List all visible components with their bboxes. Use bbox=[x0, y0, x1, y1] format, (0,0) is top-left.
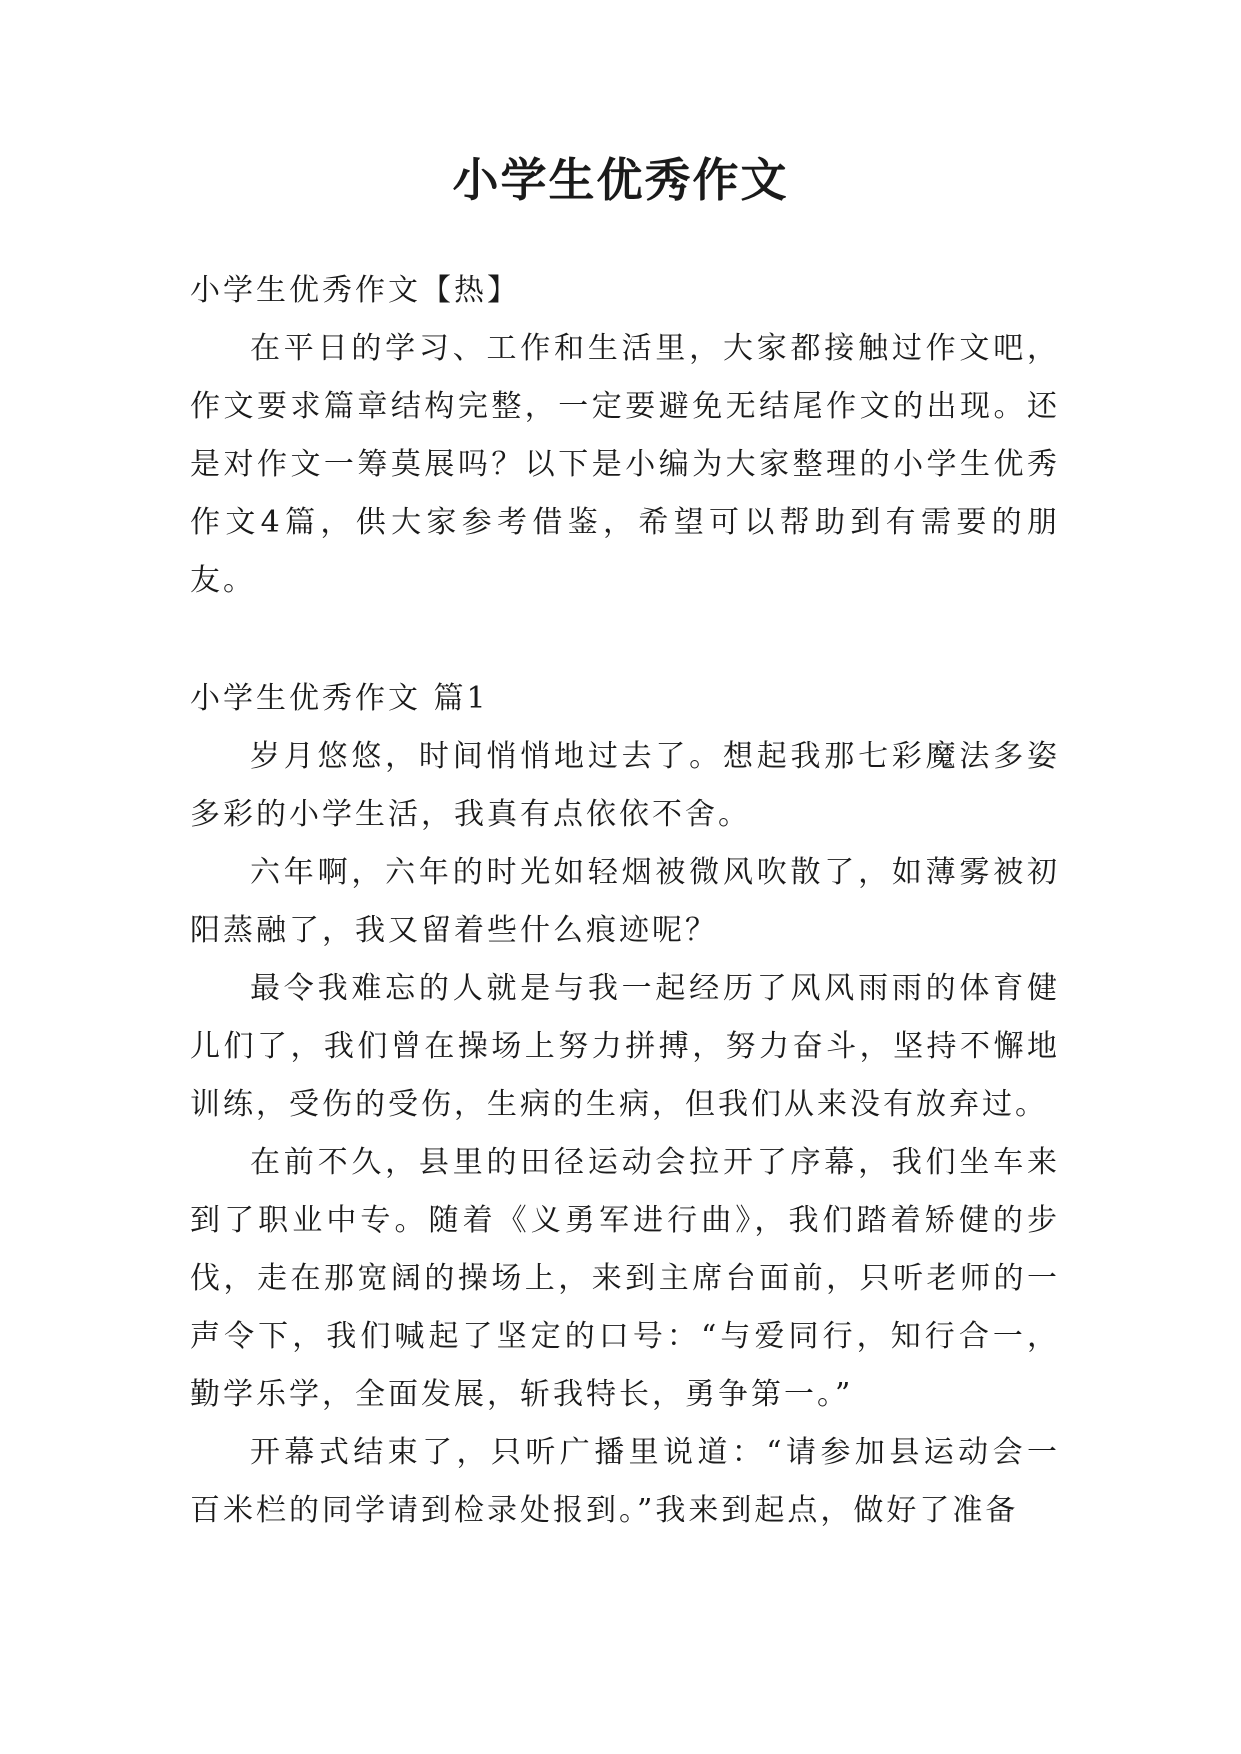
body-paragraph: 开幕式结束了，只听广播里说道：“请参加县运动会一百米栏的同学请到检录处报到。”我来到起点，做好了准备 bbox=[190, 1435, 1060, 1528]
body-paragraph: 岁月悠悠，时间悄悄地过去了。想起我那七彩魔法多姿多彩的小学生活，我真有点依依不舍。 bbox=[190, 739, 1060, 832]
body-paragraph: 在前不久，县里的田径运动会拉开了序幕，我们坐车来到了职业中专。随着《义勇军进行曲》，我们踏着矫健的步伐，走在那宽阔的操场上，来到主席台面前，只听老师的一声令下，我们喊起了坚定的口号：“与爱同行，知行合一，勤学乐学，全面发展，斩我特长，勇争第一。” bbox=[190, 1145, 1060, 1412]
section-spacer bbox=[190, 610, 1060, 670]
intro-heading: 小学生优秀作文【热】 bbox=[190, 273, 520, 308]
intro-paragraph: 在平日的学习、工作和生活里，大家都接触过作文吧，作文要求篇章结构完整，一定要避免无结尾作文的出现。还是对作文一筹莫展吗？以下是小编为大家整理的小学生优秀作文4篇，供大家参考借鉴，希望可以帮助到有需要的朋友。 bbox=[190, 331, 1060, 598]
document-title: 小学生优秀作文 bbox=[452, 153, 789, 207]
body-paragraph: 六年啊，六年的时光如轻烟被微风吹散了，如薄雾被初阳蒸融了，我又留着些什么痕迹呢？ bbox=[190, 855, 1060, 948]
body-paragraph: 最令我难忘的人就是与我一起经历了风风雨雨的体育健儿们了，我们曾在操场上努力拼搏，努力奋斗，坚持不懈地训练，受伤的受伤，生病的生病，但我们从来没有放弃过。 bbox=[190, 971, 1060, 1122]
document-body bbox=[190, 262, 1060, 1540]
section-heading: 小学生优秀作文 篇1 bbox=[190, 681, 489, 716]
